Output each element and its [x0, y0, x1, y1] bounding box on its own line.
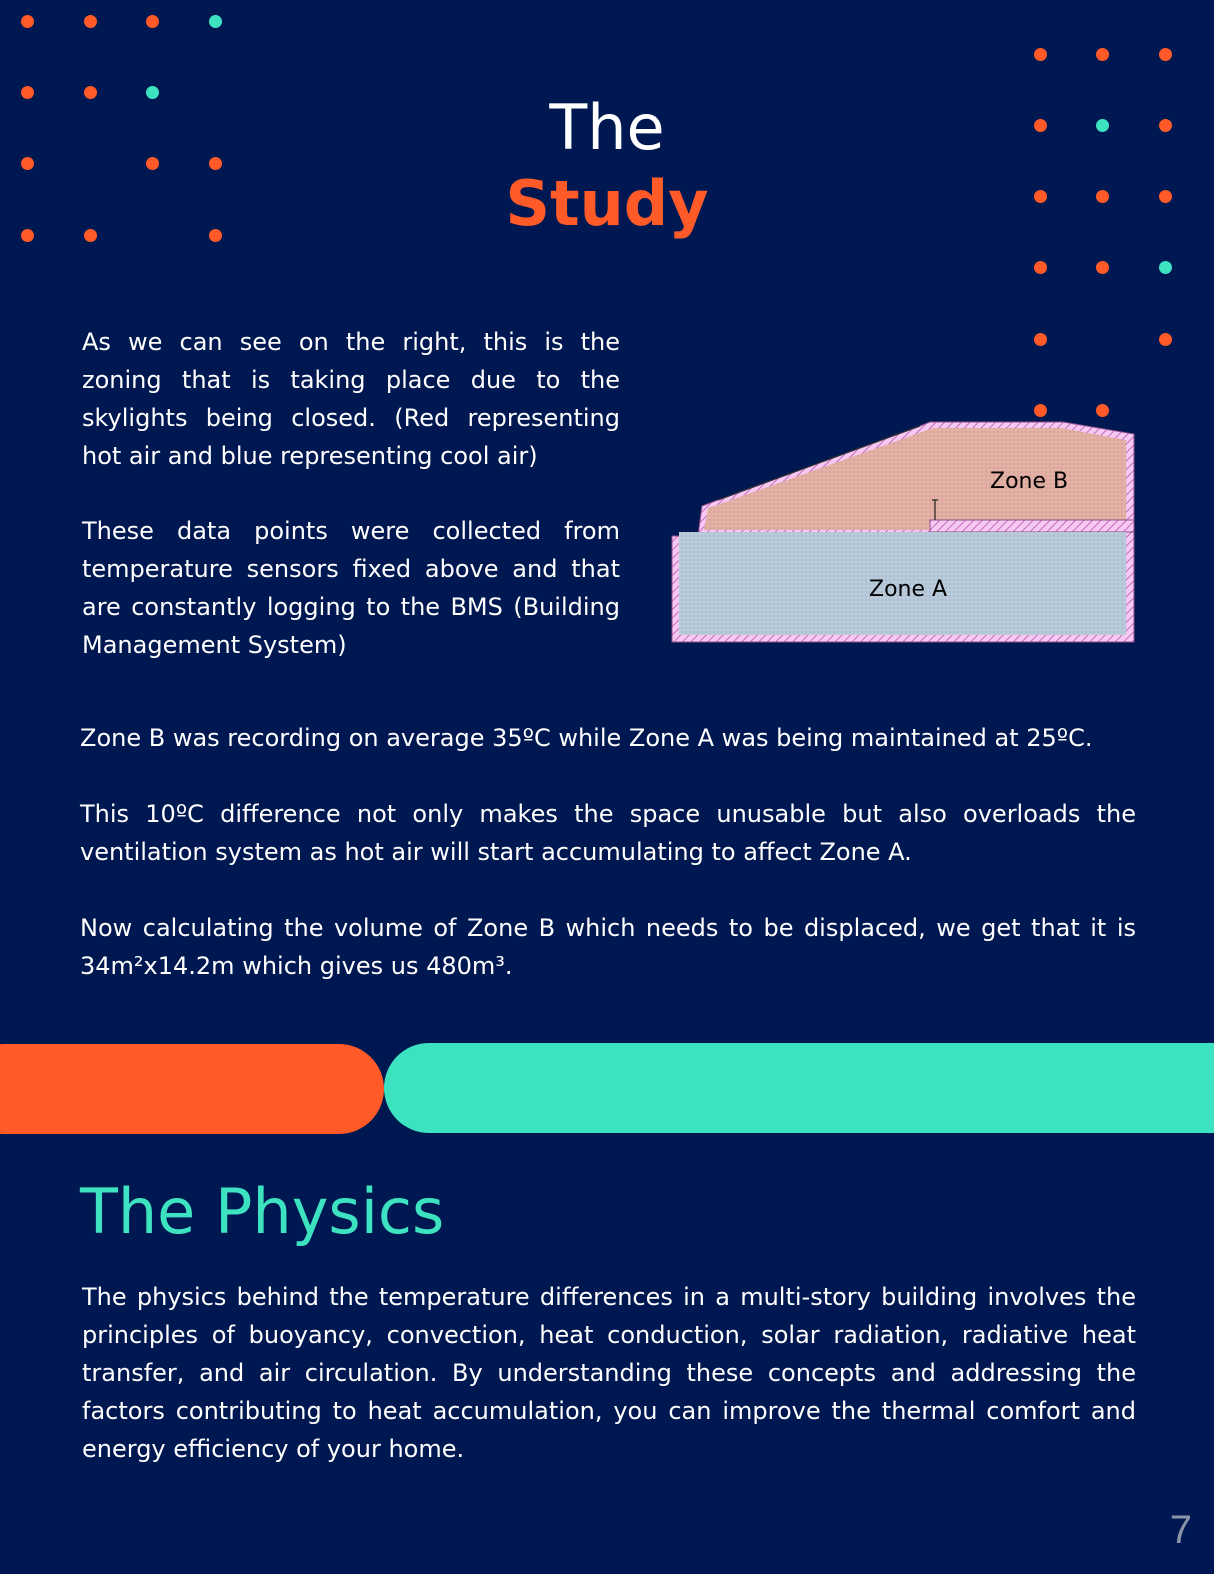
intro-paragraph-2: These data points were collected from temperature sensors fixed above and that are constantly logging to the BMS (Building Management System) — [82, 517, 620, 659]
study-paragraph-difference: This 10ºC difference not only makes the space unusable but also overloads the ventilation system as hot air will start accumulating to affect Zone A. — [80, 800, 1136, 866]
intermediate-floor-slab — [930, 520, 1134, 532]
decorative-dot — [1096, 404, 1109, 417]
decorative-dot — [1034, 404, 1047, 417]
intro-paragraph-1: As we can see on the right, this is the zoning that is taking place due to the skylights being closed. (Red representing hot air and blue representing cool air) — [82, 328, 620, 470]
study-paragraph-temperatures: Zone B was recording on average 35ºC while Zone A was being maintained at 25ºC. — [80, 724, 1093, 752]
decorative-dot — [1159, 48, 1172, 61]
zone-a-label: Zone A — [869, 577, 948, 602]
decorative-dot — [146, 15, 159, 28]
page-number: 7 — [1169, 1508, 1192, 1552]
decorative-dot — [1034, 48, 1047, 61]
zoning-diagram — [668, 418, 1140, 648]
decorative-dot — [1159, 261, 1172, 274]
decorative-band-orange — [0, 1044, 384, 1134]
section-title-physics: The Physics — [80, 1175, 445, 1248]
decorative-dot — [21, 15, 34, 28]
physics-paragraph: The physics behind the temperature differences in a multi-story building involves the principles of buoyancy, convection, heat conduction, solar radiation, radiative heat transfer, and air circulation. By understanding these concepts and addressing the factors contributing to heat accumulation, you can improve the thermal comfort and energy efficiency of your home. — [82, 1283, 1136, 1463]
page-title-line-1: The — [549, 91, 665, 164]
decorative-dot — [1034, 261, 1047, 274]
decorative-dot — [1096, 48, 1109, 61]
page-title-line-2: Study — [505, 167, 709, 240]
decorative-dot — [1159, 333, 1172, 346]
decorative-dot — [84, 15, 97, 28]
decorative-dot — [1034, 333, 1047, 346]
study-paragraph-volume: Now calculating the volume of Zone B which needs to be displaced, we get that it is 34m²x14.2m which gives us 480m³. — [80, 914, 1136, 980]
decorative-dot — [1096, 261, 1109, 274]
decorative-band-teal — [384, 1043, 1214, 1133]
zone-b-label: Zone B — [990, 469, 1069, 494]
decorative-dot — [209, 15, 222, 28]
